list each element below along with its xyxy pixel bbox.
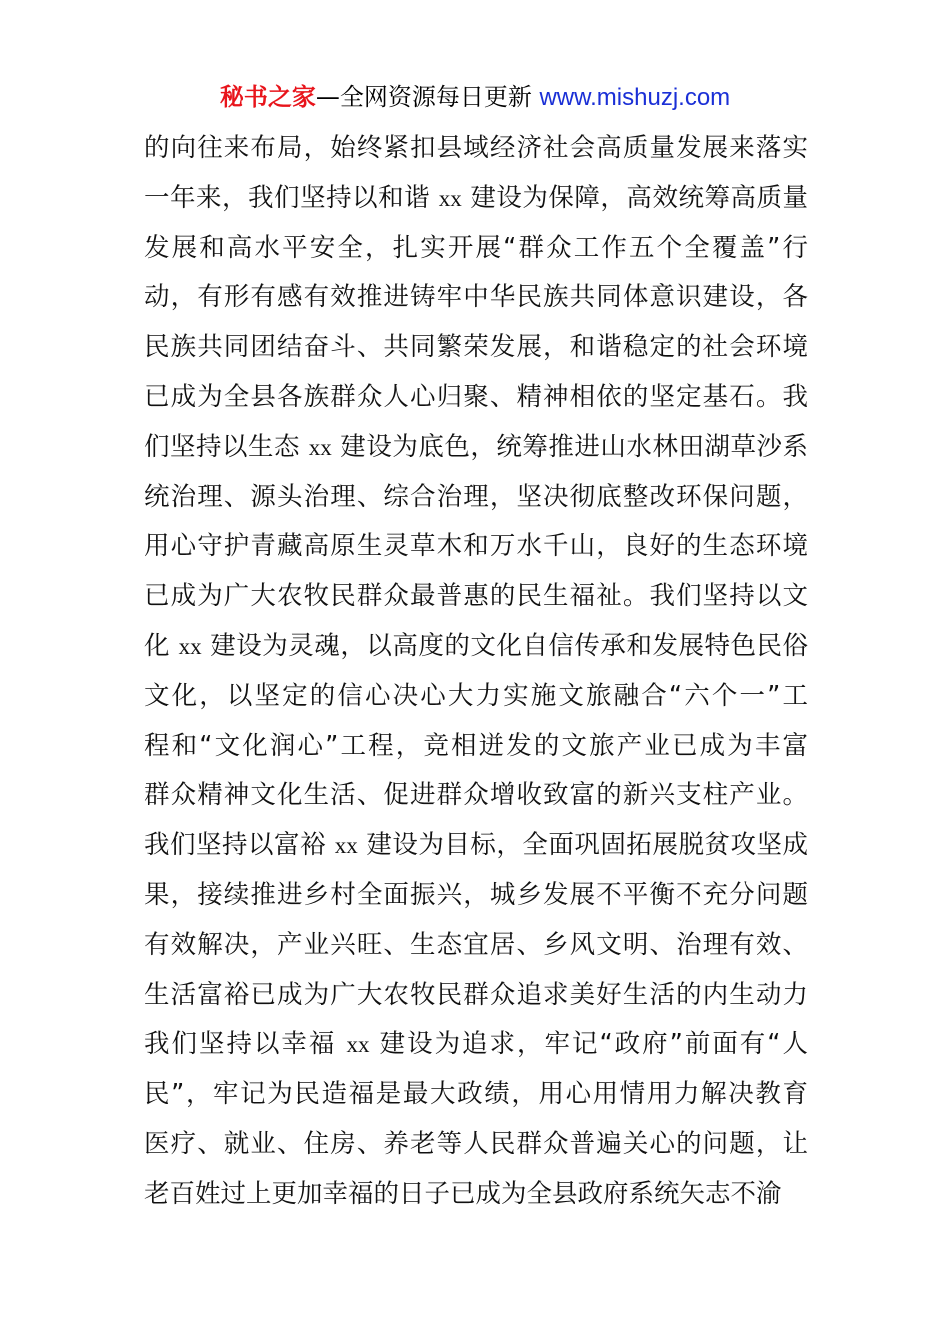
text-line: 老百姓过上更加幸福的日子已成为全县政府系统矢志不渝 bbox=[144, 1178, 782, 1209]
text-line: 我们坚持以幸福 xx 建设为追求，牢记“政府”前面有“人 bbox=[144, 1029, 808, 1060]
text-line: 群众精神文化生活、促进群众增收致富的新兴支柱产业。 bbox=[144, 780, 808, 811]
site-url-link[interactable]: www.mishuzj.com bbox=[539, 84, 731, 111]
brand-name: 秘书之家 bbox=[219, 83, 316, 111]
text-line: 生活富裕已成为广大农牧民群众追求美好生活的内生动力 bbox=[144, 979, 808, 1010]
text-line: 化 xx 建设为灵魂，以高度的文化自信传承和发展特色民俗 bbox=[144, 630, 809, 661]
text-line: 已成为广大农牧民群众最普惠的民生福祉。我们坚持以文 bbox=[144, 581, 808, 612]
text-line: 一年来，我们坚持以和谐 xx 建设为保障，高效统筹高质量 bbox=[144, 182, 809, 213]
text-line: 发展和高水平安全，扎实开展“群众工作五个全覆盖”行 bbox=[144, 232, 808, 263]
text-line: 有效解决，产业兴旺、生态宜居、乡风文明、治理有效、 bbox=[144, 929, 808, 960]
text-line: 统治理、源头治理、综合治理，坚决彻底整改环保问题， bbox=[144, 481, 808, 512]
text-line: 民”，牢记为民造福是最大政绩，用心用情用力解决教育 bbox=[144, 1079, 808, 1110]
text-line: 民族共同团结奋斗、共同繁荣发展，和谐稳定的社会环境 bbox=[144, 332, 808, 363]
text-line: 程和“文化润心”工程，竞相迸发的文旅产业已成为丰富 bbox=[144, 730, 808, 761]
text-line: 动，有形有感有效推进铸牢中华民族共同体意识建设，各 bbox=[144, 282, 808, 313]
text-line: 用心守护青藏高原生灵草木和万水千山，良好的生态环境 bbox=[144, 531, 808, 562]
document-body bbox=[144, 124, 808, 1220]
text-line: 果，接续推进乡村全面振兴，城乡发展不平衡不充分问题 bbox=[144, 879, 808, 910]
text-line: 我们坚持以富裕 xx 建设为目标，全面巩固拓展脱贫攻坚成 bbox=[144, 830, 809, 861]
text-line: 医疗、就业、住房、养老等人民群众普遍关心的问题，让 bbox=[144, 1128, 808, 1159]
text-line: 文化，以坚定的信心决心大力实施文旅融合“六个一”工 bbox=[144, 680, 808, 711]
header-tagline: —全网资源每日更新 bbox=[315, 83, 532, 111]
site-header bbox=[0, 80, 950, 115]
text-line: 的向往来布局，始终紧扣县域经济社会高质量发展来落实 bbox=[144, 133, 808, 163]
text-line: 们坚持以生态 xx 建设为底色，统筹推进山水林田湖草沙系 bbox=[144, 431, 808, 462]
text-line: 已成为全县各族群众人心归聚、精神相依的坚定基石。我 bbox=[144, 381, 808, 412]
